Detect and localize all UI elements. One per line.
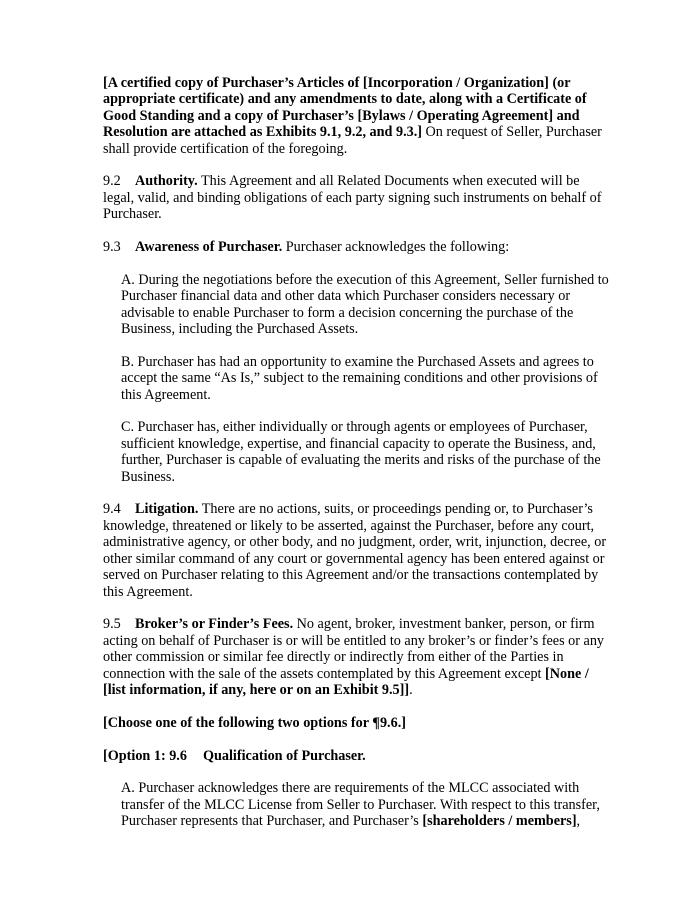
section-heading: Authority. bbox=[135, 173, 198, 190]
option-1-item-a-text: A. Purchaser acknowledges there are requirements of the MLCC associated with transfer of the MLCC License from Seller to Purchaser. With respect to this transfer, Purchaser represents that Purchaser, and Purchaser’s bbox=[121, 780, 600, 830]
section-9-3-item-b: B. Purchaser has had an opportunity to examine the Purchased Assets and agrees to accept the same “As Is,” subject to the remaining conditions and other provisions of this Agreement. bbox=[121, 353, 598, 403]
option-1-item-a bbox=[103, 780, 610, 829]
section-number: 9.4 bbox=[103, 501, 121, 518]
option-1-title: Qualification of Purchaser. bbox=[202, 747, 366, 764]
choose-option-note bbox=[103, 715, 610, 731]
section-text: No agent, broker, investment banker, person, or firm acting on behalf of Purchaser is or will be entitled to any broker’s or finder’s fees or any other commission or similar fee directly or indirectly from either of the Parties in connection with the sale of the assets contemplated by this Agreement except bbox=[103, 616, 605, 682]
section-heading: Awareness of Purchaser. bbox=[135, 239, 283, 256]
intro-bold-text: [A certified copy of Purchaser’s Articles of [Incorporation / Organization] (or appropriate certificate) and any amendments to date, along with a Certificate of Good Standing and a copy of Purchaser’s [Bylaws / Operating Agreement] and Resolution are attached as Exhibits 9.1, 9.2, and 9.3.] bbox=[103, 75, 587, 141]
section-text: This Agreement and all Related Documents when executed will be legal, valid, and binding obligations of each party signing such instruments on behalf of Purchaser. bbox=[103, 173, 602, 223]
section-9-2 bbox=[103, 173, 610, 222]
option-1-heading bbox=[103, 748, 610, 764]
section-9-5 bbox=[103, 616, 610, 698]
intro-paragraph bbox=[103, 75, 610, 157]
section-text: There are no actions, suits, or proceedings pending or, to Purchaser’s knowledge, threatened or likely to be asserted, against the Purchaser, before any court, administrative agency, or other body, and no judgment, order, writ, injunction, decree, or other similar command of any court or governmental agency has been entered against or served on Purchaser relating to this Agreement and/or the transactions contemplated by this Agreement. bbox=[103, 501, 607, 600]
section-9-3-item-a: A. During the negotiations before the execution of this Agreement, Seller furnished to Purchaser financial data and other data which Purchaser considers necessary or advisable to enable Purchaser to form a decision concerning the purchase of the Business, including the Purchased Assets. bbox=[121, 271, 609, 338]
section-heading: Litigation. bbox=[135, 501, 199, 518]
section-number: 9.5 bbox=[103, 616, 121, 633]
section-9-3 bbox=[103, 239, 610, 255]
option-1-prefix: [Option 1: 9.6 bbox=[103, 747, 187, 764]
section-number: 9.3 bbox=[103, 239, 121, 256]
section-heading: Broker’s or Finder’s Fees. bbox=[135, 616, 294, 633]
section-9-4 bbox=[103, 501, 610, 599]
option-1-item-a-end: , bbox=[576, 813, 581, 830]
intro-text: On request of Seller, Purchaser shall provide certification of the foregoing. bbox=[103, 124, 602, 157]
section-text: Purchaser acknowledges the following: bbox=[282, 239, 510, 256]
option-1-item-a-bold: [shareholders / members] bbox=[422, 813, 577, 830]
section-9-3-item-c: C. Purchaser has, either individually or through agents or employees of Purchaser, sufficient knowledge, expertise, and financial capacity to operate the Business, and, further, Purchaser is capable of evaluating the merits and risks of the purchase of the Business. bbox=[121, 419, 601, 485]
section-text-end: . bbox=[409, 681, 413, 698]
section-number: 9.2 bbox=[103, 173, 121, 190]
section-bold-placeholder: [None / [list information, if any, here or on an Exhibit 9.5]] bbox=[103, 665, 589, 698]
choose-option-text: [Choose one of the following two options for ¶9.6.] bbox=[103, 714, 406, 731]
